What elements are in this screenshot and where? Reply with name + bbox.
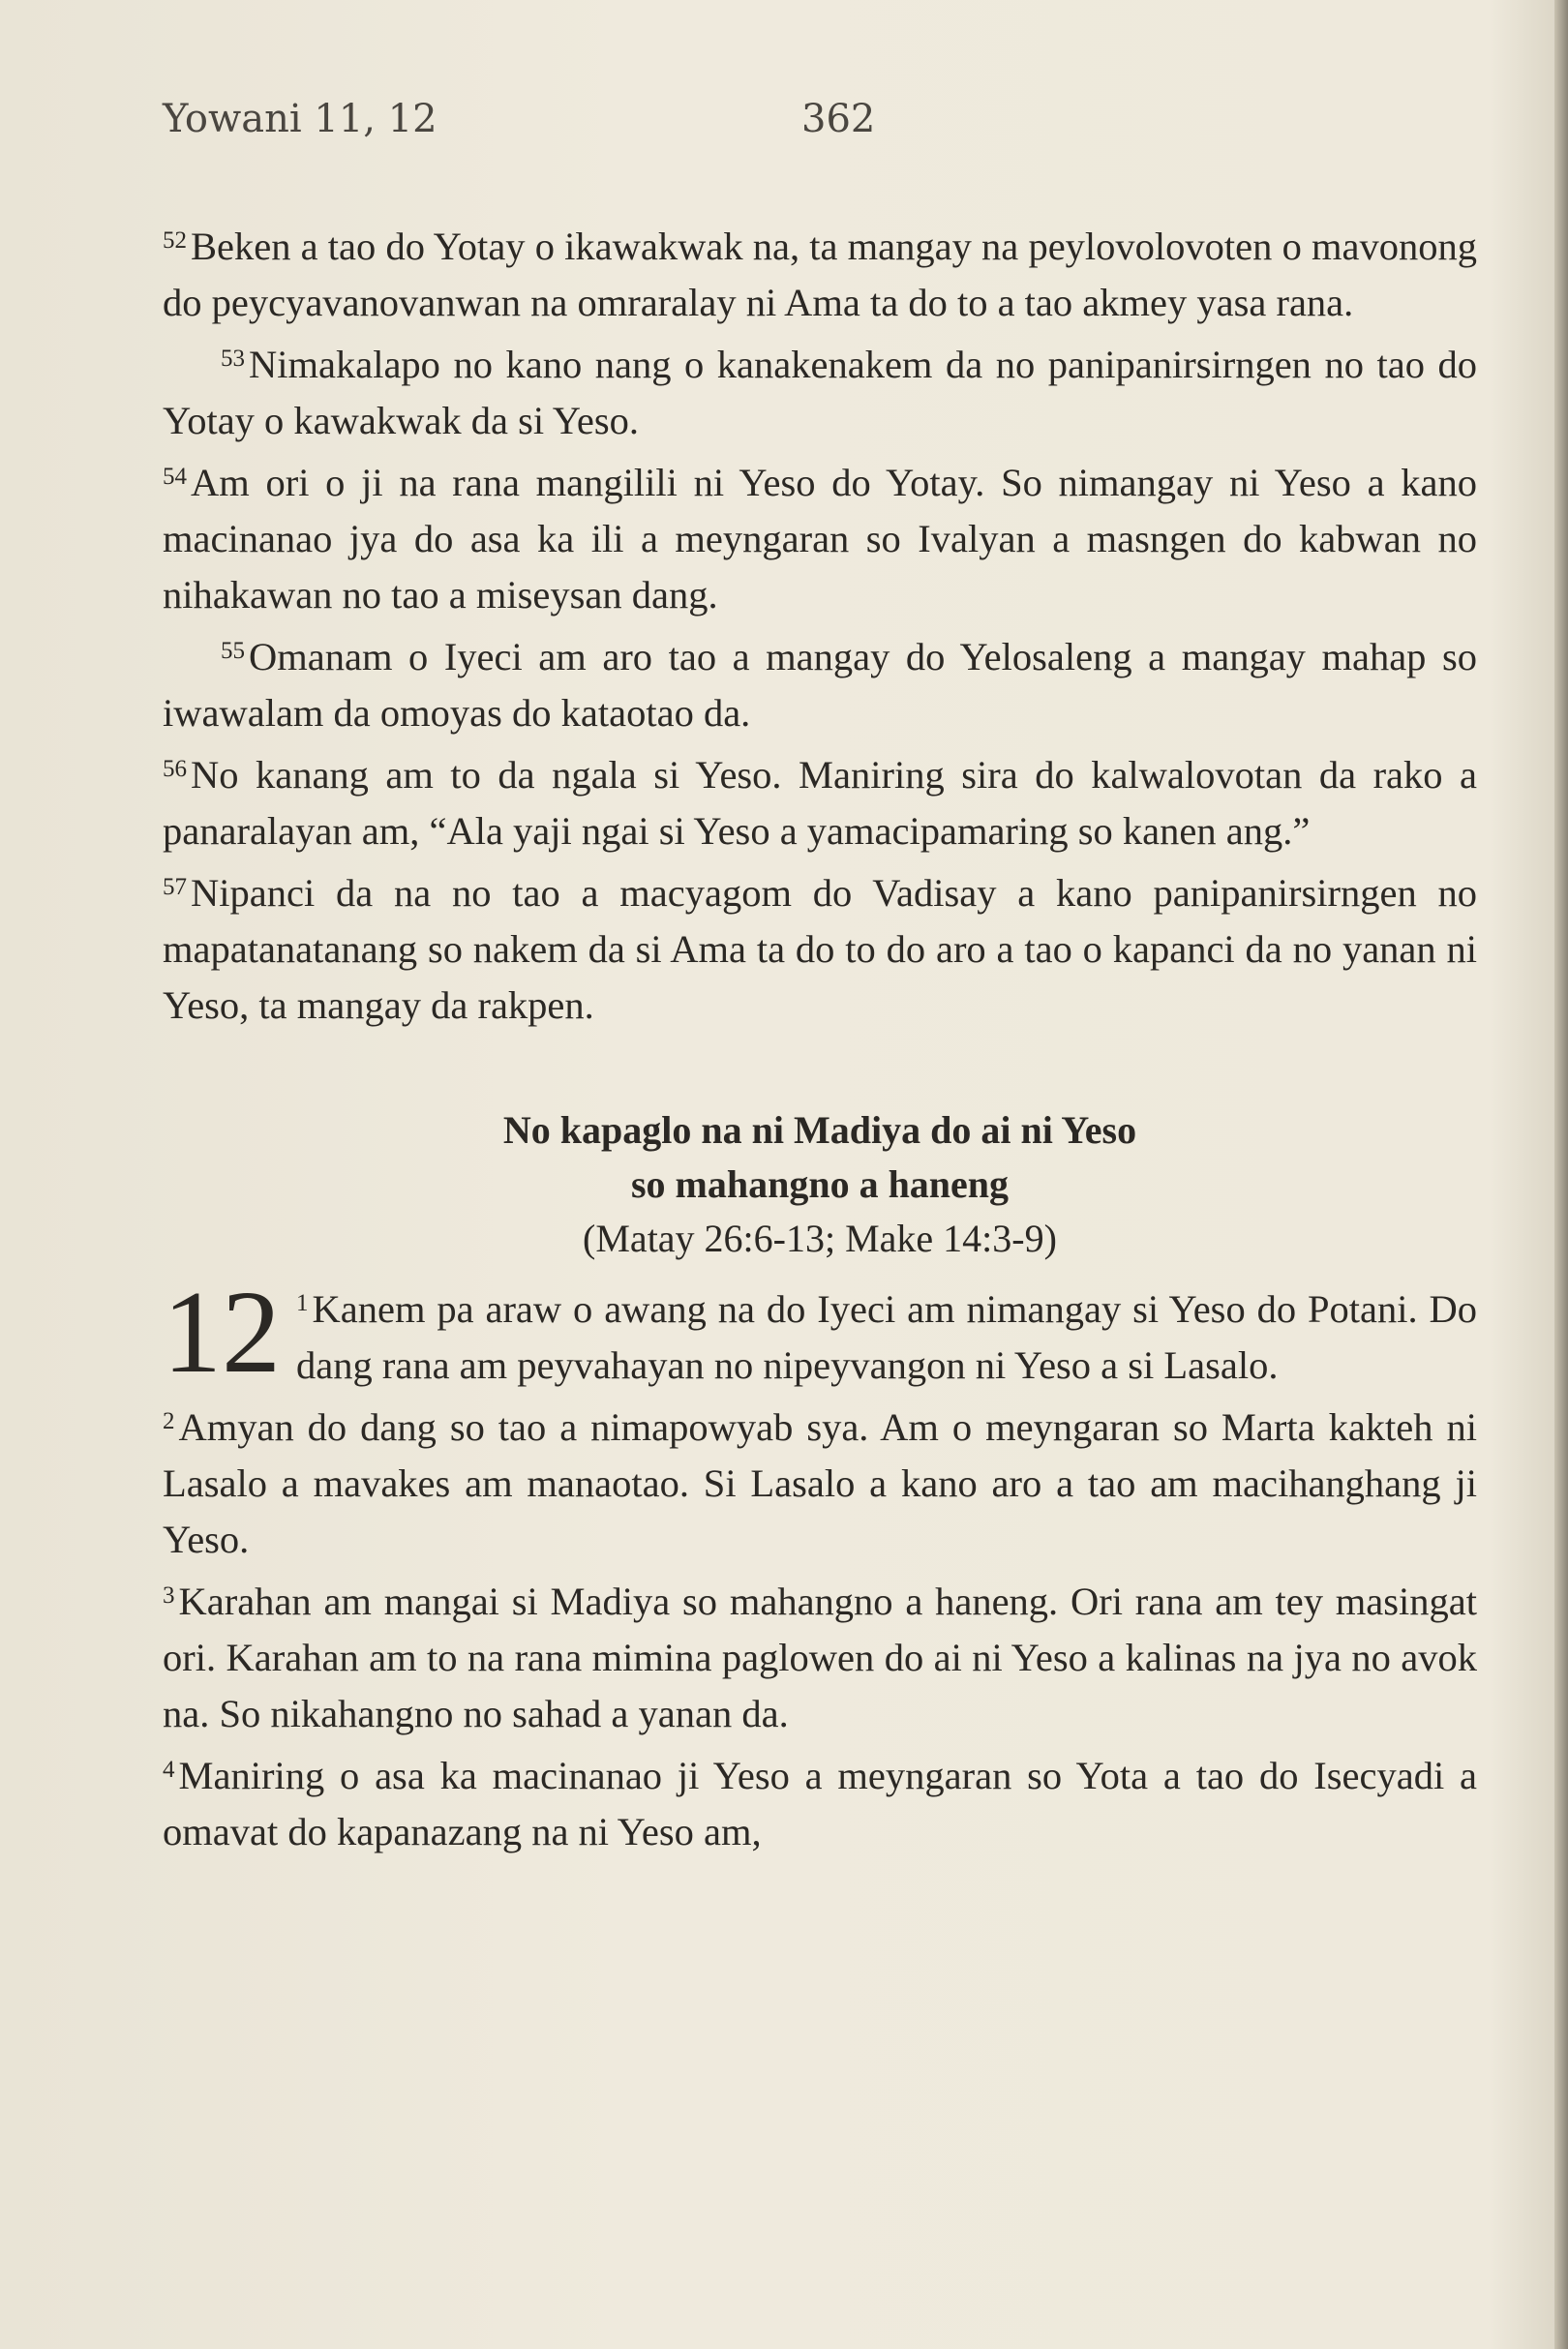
verse-paragraph	[163, 1568, 1477, 1742]
verses-chapter-12	[163, 1394, 1477, 1860]
verse-text: No kanang am to da ngala si Yeso. Maniring sira do kalwalovotan da rako a panaralayan am, “Ala yaji ngai si Yeso a yamacipamaring so kanen ang.”	[163, 753, 1477, 853]
verse-number: 2	[163, 1408, 175, 1434]
verse-text: Amyan do dang so tao a nimapowyab sya. Am o meyngaran so Marta kakteh ni Lasalo a mavakes am manaotao. Si Lasalo a kano aro a tao am macihanghang ji Yeso.	[163, 1405, 1477, 1561]
chapter-start	[163, 1267, 1477, 1398]
verse-paragraph	[163, 449, 1477, 623]
page-number: 362	[801, 97, 876, 141]
cross-reference: (Matay 26:6-13; Make 14:3-9)	[583, 1217, 1057, 1260]
verse-number: 54	[163, 464, 187, 490]
verse-number: 57	[163, 874, 187, 900]
verse-number: 3	[163, 1582, 175, 1609]
page-body	[163, 213, 1477, 1860]
verse-paragraph	[163, 741, 1477, 859]
section-heading	[163, 1103, 1477, 1212]
verse-text: Karahan am mangai si Madiya so mahangno a haneng. Ori rana am tey masingat ori. Karahan am to na rana mimina paglowen do ai ni Yeso a kalinas na jya no avok na. So nikahangno no sahad a yanan da.	[163, 1580, 1477, 1735]
verse-text: Am ori o ji na rana mangilili ni Yeso do Yotay. So nimangay ni Yeso a kano macinanao jya do asa ka ili a meyngaran so Ivalyan a masngen do kabwan no nihakawan no tao a miseysan dang.	[163, 461, 1477, 617]
verse-text: Kanem pa araw o awang na do Iyeci am nimangay si Yeso do Potani. Do dang rana am peyvahayan no nipeyvangon ni Yeso a si Lasalo.	[296, 1287, 1477, 1387]
verse-number: 56	[163, 756, 187, 782]
verse-paragraph	[163, 1267, 1477, 1398]
verse-text: Beken a tao do Yotay o ikawakwak na, ta mangay na peylovolovoten o mavonong do peycyavanovanwan na omraralay ni Ama ta do to a tao akmey yasa rana.	[163, 225, 1477, 324]
verse-number: 55	[221, 638, 245, 664]
verse-paragraph	[163, 859, 1477, 1034]
section-heading-line-2: so mahangno a haneng	[630, 1162, 1010, 1206]
verse-text: Nimakalapo no kano nang o kanakenakem da no panipanirsirngen no tao do Yotay o kawakwak da si Yeso.	[163, 343, 1477, 442]
running-header	[163, 97, 1479, 155]
section-heading-line-1: No kapaglo na ni Madiya do ai ni Yeso	[502, 1108, 1137, 1152]
verse-paragraph	[163, 1394, 1477, 1568]
verse-text: Maniring o asa ka macinanao ji Yeso a meyngaran so Yota a tao do Isecyadi a omavat do kapanazang na ni Yeso am,	[163, 1754, 1477, 1853]
verse-number: 52	[163, 227, 187, 254]
verse-paragraph	[163, 213, 1477, 331]
verse-text: Nipanci da na no tao a macyagom do Vadisay a kano panipanirsirngen no mapatanatanang so nakem da si Ama ta do to do aro a tao o kapanci da no yanan ni Yeso, ta mangay da rakpen.	[163, 871, 1477, 1027]
verse-number: 4	[163, 1757, 175, 1783]
header-reference: Yowani 11, 12	[163, 97, 437, 141]
verse-paragraph	[163, 623, 1477, 741]
verse-number: 1	[296, 1290, 309, 1316]
chapter-number: 12	[163, 1267, 281, 1398]
verse-text: Omanam o Iyeci am aro tao a mangay do Yelosaleng a mangay mahap so iwawalam da omoyas do kataotao da.	[163, 635, 1477, 735]
page-edge	[1554, 0, 1568, 2349]
verse-paragraph	[163, 331, 1477, 449]
verse-number: 53	[221, 346, 245, 372]
verses-chapter-11	[163, 213, 1477, 1034]
verse-paragraph	[163, 1742, 1477, 1860]
